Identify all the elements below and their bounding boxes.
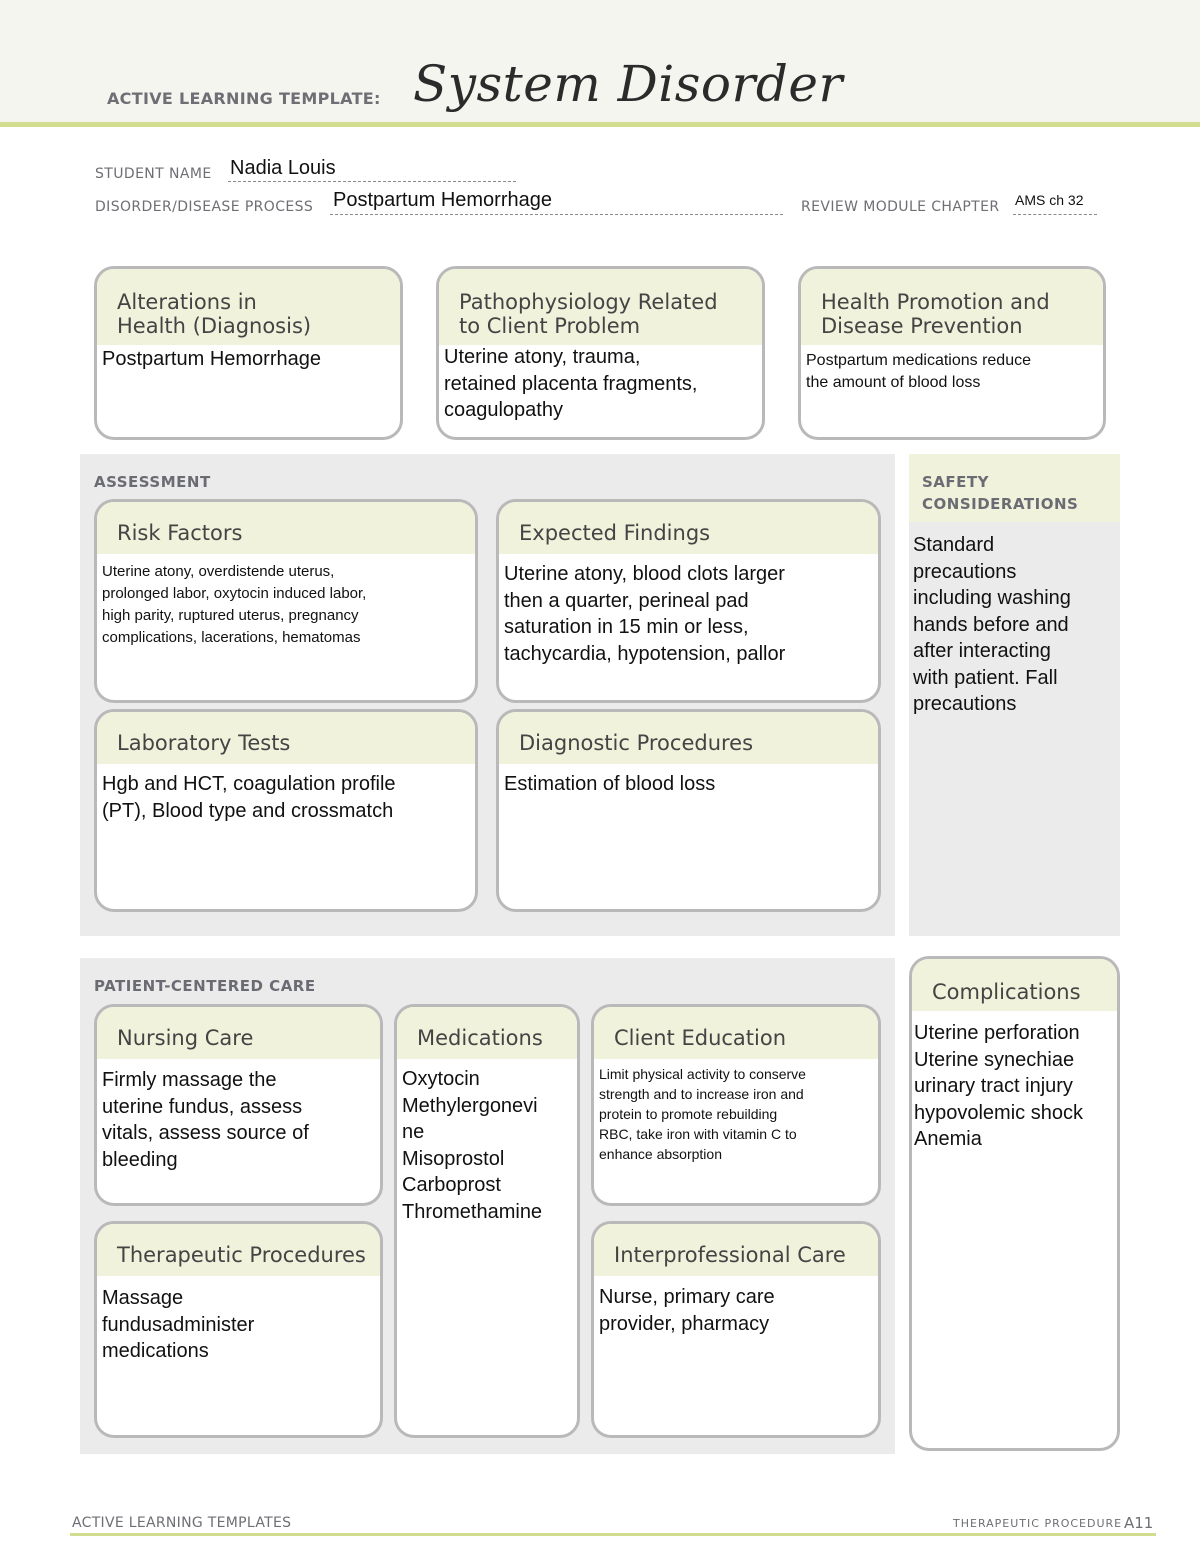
template-label: ACTIVE LEARNING TEMPLATE: (107, 89, 381, 108)
client-education-box (591, 1004, 881, 1206)
chapter-label: REVIEW MODULE CHAPTER (801, 199, 1000, 215)
expected-findings-box (496, 499, 881, 703)
therapeutic-procedures-title: Therapeutic Procedures (97, 1224, 380, 1276)
health-promotion-box (798, 266, 1106, 440)
chapter-field[interactable]: AMS ch 32 (1015, 192, 1084, 208)
assessment-title: ASSESSMENT (94, 473, 211, 491)
footer-right: THERAPEUTIC PROCEDURE (953, 1517, 1123, 1530)
alterations-box (94, 266, 403, 440)
safety-body[interactable]: Standard precautions including washing hands before and after interacting with patient. Fall precautions (913, 534, 1071, 715)
interprofessional-care-box (591, 1221, 881, 1438)
footer-page-number: A11 (1124, 1514, 1154, 1532)
complications-title: Complications (912, 959, 1117, 1011)
laboratory-tests-box (94, 709, 478, 912)
nursing-care-box (94, 1004, 383, 1206)
medications-title: Medications (397, 1007, 577, 1059)
alterations-body[interactable]: Postpartum Hemorrhage (102, 348, 321, 370)
nursing-care-title: Nursing Care (97, 1007, 380, 1059)
chapter-line (1013, 214, 1097, 215)
pathophysiology-body[interactable]: Uterine atony, trauma, retained placenta fragments, coagulopathy (444, 346, 698, 421)
therapeutic-procedures-box (94, 1221, 383, 1438)
alterations-title: Alterations in Health (Diagnosis) (97, 269, 400, 345)
complications-body[interactable]: Uterine perforation Uterine synechiae urinary tract injury hypovolemic shock Anemia (914, 1022, 1083, 1150)
nursing-care-body[interactable]: Firmly massage the uterine fundus, assess vitals, assess source of bleeding (102, 1069, 309, 1171)
diagnostic-procedures-body[interactable]: Estimation of blood loss (504, 773, 716, 795)
diagnostic-procedures-title: Diagnostic Procedures (499, 712, 878, 764)
complications-box (909, 956, 1120, 1451)
medications-body[interactable]: Oxytocin Methylergonevi ne Misoprostol Carboprost Thromethamine (402, 1068, 543, 1223)
interprofessional-care-title: Interprofessional Care (594, 1224, 878, 1276)
laboratory-tests-body[interactable]: Hgb and HCT, coagulation profile (PT), Blood type and crossmatch (102, 773, 396, 822)
student-name-line (228, 181, 516, 182)
therapeutic-procedures-body[interactable]: Massage fundusadminister medications (102, 1287, 255, 1362)
client-education-body[interactable]: Limit physical activity to conserve strength and to increase iron and protein to promote rebuilding RBC, take iron with vitamin C to enhance absorption (599, 1066, 806, 1162)
patient-centered-care-title: PATIENT-CENTERED CARE (94, 977, 316, 995)
header-rule (0, 122, 1200, 127)
safety-title: SAFETY CONSIDERATIONS (922, 473, 1079, 513)
disorder-field[interactable]: Postpartum Hemorrhage (333, 189, 552, 211)
expected-findings-title: Expected Findings (499, 502, 878, 554)
student-name-field[interactable]: Nadia Louis (230, 157, 336, 179)
footer-left: ACTIVE LEARNING TEMPLATES (72, 1515, 292, 1531)
expected-findings-body[interactable]: Uterine atony, blood clots larger then a quarter, perineal pad saturation in 15 min or less, tachycardia, hypotension, pallor (504, 563, 786, 665)
diagnostic-procedures-box (496, 709, 881, 912)
interprofessional-care-body[interactable]: Nurse, primary care provider, pharmacy (599, 1286, 775, 1335)
footer-rule (70, 1533, 1156, 1536)
laboratory-tests-title: Laboratory Tests (97, 712, 475, 764)
disorder-line (330, 214, 783, 215)
risk-factors-title: Risk Factors (97, 502, 475, 554)
pathophysiology-box (436, 266, 765, 440)
client-education-title: Client Education (594, 1007, 878, 1059)
student-name-label: STUDENT NAME (95, 166, 212, 182)
health-promotion-title: Health Promotion and Disease Prevention (801, 269, 1103, 345)
risk-factors-body[interactable]: Uterine atony, overdistende uterus, prolonged labor, oxytocin induced labor, high parity, ruptured uterus, pregnancy complications, lacerations, hematomas (102, 563, 367, 646)
medications-box (394, 1004, 580, 1438)
health-promotion-body[interactable]: Postpartum medications reduce the amount of blood loss (806, 352, 1031, 391)
pathophysiology-title: Pathophysiology Related to Client Problem (439, 269, 762, 345)
template-title: System Disorder (413, 55, 843, 113)
risk-factors-box (94, 499, 478, 703)
disorder-label: DISORDER/DISEASE PROCESS (95, 199, 314, 215)
